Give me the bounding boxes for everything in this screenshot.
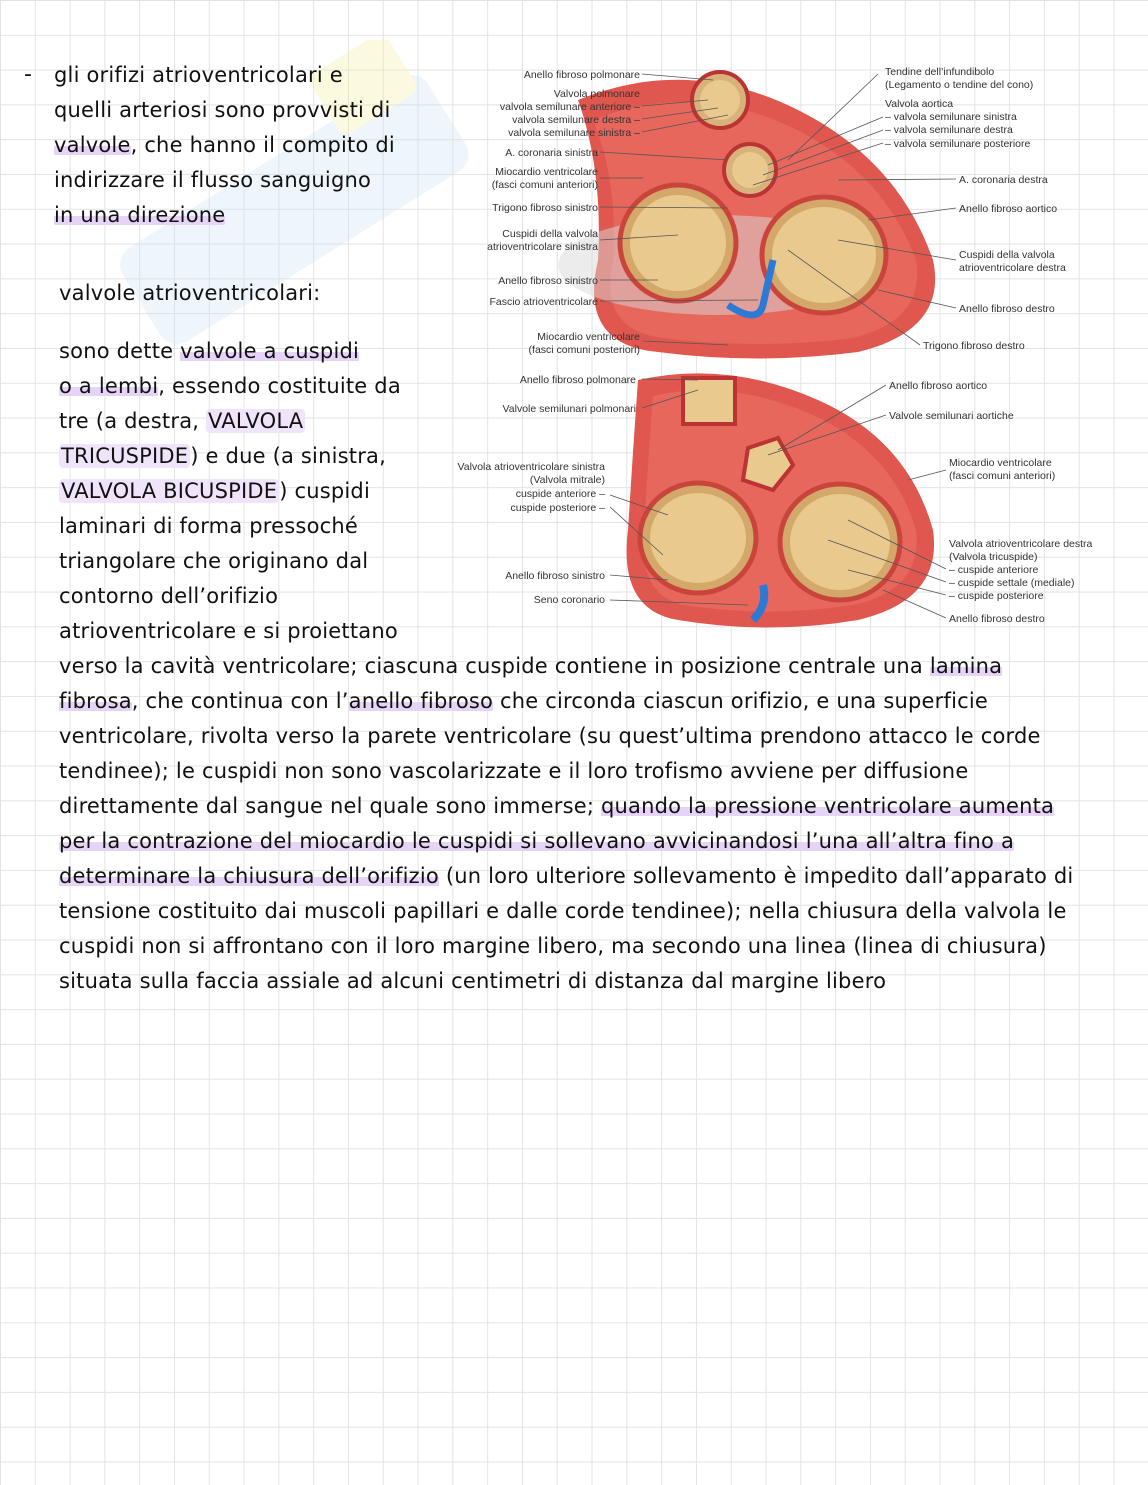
lbl-tr-10: Anello fibroso destro xyxy=(959,303,1055,315)
section-heading: valvole atrioventricolari: xyxy=(59,281,321,305)
para-line-7: triangolare che originano dal xyxy=(59,549,369,573)
lbl-tl-10: atrioventricolare sinistra xyxy=(487,241,598,253)
para-line-6: laminari di forma pressoché xyxy=(59,514,358,538)
lbl-br-7: – cuspide settale (mediale) xyxy=(949,577,1075,589)
wide-line-1: verso la cavità ventricolare; ciascuna cuspide contiene in posizione centrale una lamina xyxy=(59,654,1003,678)
lbl-tl-12: Fascio atrioventricolare xyxy=(489,296,598,308)
wide-line-7: determinare la chiusura dell’orifizio (un loro ulteriore sollevamento è impedito dall’apparato di xyxy=(59,864,1074,888)
lbl-bl-3: (Valvola mitrale) xyxy=(529,474,605,486)
lbl-tl-8: Trigono fibroso sinistro xyxy=(492,202,598,214)
intro-line-4: indirizzare il flusso sanguigno xyxy=(54,168,372,192)
lbl-tr-3: – valvola semilunare sinistra xyxy=(885,111,1017,123)
lbl-bl-4: cuspide anteriore – xyxy=(515,488,605,500)
lbl-bl-2: Valvola atrioventricolare sinistra xyxy=(457,461,605,473)
lbl-br-1: Valvole semilunari aortiche xyxy=(889,410,1014,422)
lbl-bl-1: Valvole semilunari polmonari xyxy=(502,403,636,415)
lbl-tl-7: (fasci comuni anteriori) xyxy=(491,179,598,191)
heart-bottom-illustration xyxy=(627,373,934,627)
intro-line-3: valvole, che hanno il compito di xyxy=(54,133,395,157)
para-line-5: VALVOLA BICUSPIDE) cuspidi xyxy=(61,479,370,503)
lbl-tl-0: Anello fibroso polmonare xyxy=(523,69,640,81)
lbl-tl-13: Miocardio ventricolare xyxy=(537,331,640,343)
para-line-4: TRICUSPIDE) e due (a sinistra, xyxy=(61,444,386,468)
lbl-tl-11: Anello fibroso sinistro xyxy=(498,275,598,287)
para-line-3: tre (a destra, VALVOLA xyxy=(59,409,304,433)
lbl-br-5: (Valvola tricuspide) xyxy=(949,551,1038,563)
lbl-br-0: Anello fibroso aortico xyxy=(889,380,988,392)
bullet-marker: - xyxy=(24,62,32,87)
lbl-bl-5: cuspide posteriore – xyxy=(510,502,605,514)
heart-valves-figure xyxy=(428,60,1128,642)
wide-line-10: situata sulla faccia assiale ad alcuni centimetri di distanza dal margine libero xyxy=(59,969,887,993)
highlight-valvole: valvole xyxy=(54,133,131,157)
lbl-tr-6: A. coronaria destra xyxy=(959,174,1048,186)
para-line-8: contorno dell’orifizio xyxy=(59,584,279,608)
lbl-tr-11: Trigono fibroso destro xyxy=(923,340,1025,352)
lbl-br-4: Valvola atrioventricolare destra xyxy=(949,538,1093,550)
lbl-bl-0: Anello fibroso polmonare xyxy=(519,374,636,386)
para-line-2: o a lembi, essendo costituite da xyxy=(59,374,401,398)
lbl-br-2: Miocardio ventricolare xyxy=(949,457,1052,469)
lbl-tl-3: valvola semilunare destra – xyxy=(512,114,640,126)
wide-line-4: tendinee); le cuspidi non sono vascolarizzate e il loro trofismo avviene per diffusione xyxy=(59,759,969,783)
lbl-tr-0: Tendine dell’infundibolo xyxy=(885,66,995,78)
wide-line-3: ventricolare, rivolta verso la parete ventricolare (su quest’ultima prendono attacco le corde xyxy=(59,724,1041,748)
lbl-tr-9: atrioventricolare destra xyxy=(959,262,1066,274)
para-line-9: atrioventricolare e si proiettano xyxy=(59,619,398,643)
lbl-bl-6: Anello fibroso sinistro xyxy=(505,570,605,582)
lbl-br-8: – cuspide posteriore xyxy=(949,590,1044,602)
wide-line-2: fibrosa, che continua con l’anello fibroso che circonda ciascun orifizio, e una superficie xyxy=(59,689,989,713)
lbl-tl-1: Valvola polmonare xyxy=(553,88,640,100)
lbl-tl-5: A. coronaria sinistra xyxy=(505,147,598,159)
lbl-tl-4: valvola semilunare sinistra – xyxy=(508,127,640,139)
labels-bottom-left xyxy=(458,374,637,606)
lbl-bl-7: Seno coronario xyxy=(533,594,605,606)
wide-line-9: cuspidi non si affrontano con il loro margine libero, ma secondo una linea (linea di chiusura) xyxy=(59,934,1047,958)
lbl-tl-2: valvola semilunare anteriore – xyxy=(499,101,640,113)
lbl-br-9: Anello fibroso destro xyxy=(949,613,1045,625)
lbl-br-6: – cuspide anteriore xyxy=(949,564,1039,576)
lbl-tr-8: Cuspidi della valvola xyxy=(959,249,1055,261)
intro-line-1: gli orifizi atrioventricolari e xyxy=(54,63,343,87)
lbl-tr-2: Valvola aortica xyxy=(885,98,954,110)
wide-line-8: tensione costituito dai muscoli papillari e dalle corde tendinee); nella chiusura della valvola le xyxy=(59,899,1067,923)
lbl-tr-5: – valvola semilunare posteriore xyxy=(885,138,1031,150)
wide-line-6: per la contrazione del miocardio le cuspidi si sollevano avvicinandosi l’una all’altra fino a xyxy=(59,829,1015,853)
highlight-direzione: in una direzione xyxy=(54,203,226,227)
lbl-tr-1: (Legamento o tendine del cono) xyxy=(885,79,1034,91)
lbl-br-3: (fasci comuni anteriori) xyxy=(949,470,1056,482)
intro-line-2: quelli arteriosi sono provvisti di xyxy=(54,98,391,122)
lbl-tl-6: Miocardio ventricolare xyxy=(495,166,598,178)
heart-valves-illustration xyxy=(428,60,1128,642)
intro-line-5 xyxy=(54,198,225,232)
lbl-tr-4: – valvola semilunare destra xyxy=(885,124,1013,136)
lbl-tl-9: Cuspidi della valvola xyxy=(502,228,598,240)
para-line-1: sono dette valvole a cuspidi xyxy=(59,339,360,363)
lbl-tr-7: Anello fibroso aortico xyxy=(959,203,1058,215)
wide-line-5: direttamente dal sangue nel quale sono immerse; quando la pressione ventricolare aumenta xyxy=(59,794,1055,818)
lbl-tl-14: (fasci comuni posteriori) xyxy=(528,344,640,356)
